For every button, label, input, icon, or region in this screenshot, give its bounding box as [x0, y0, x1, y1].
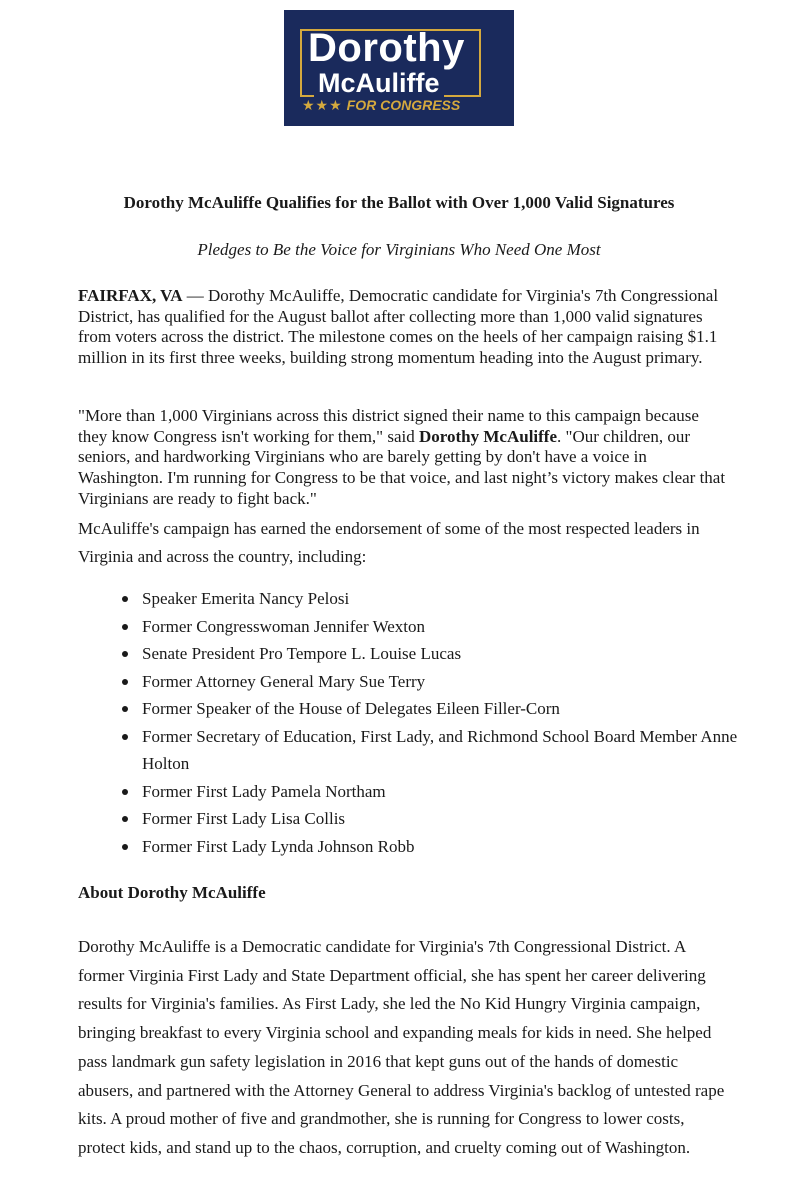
list-item: Former Speaker of the House of Delegates Eileen Filler-Corn: [120, 695, 740, 723]
list-item: Former First Lady Pamela Northam: [120, 778, 740, 806]
dateline: FAIRFAX, VA: [78, 286, 183, 305]
list-item: Former Congresswoman Jennifer Wexton: [120, 613, 740, 641]
quote-speaker: Dorothy McAuliffe: [419, 426, 558, 446]
endorsement-intro: McAuliffe's campaign has earned the endorsement of some of the most respected leaders in Virginia and across the country, including:: [78, 519, 700, 566]
list-item: Senate President Pro Tempore L. Louise Lucas: [120, 640, 740, 668]
logo-tagline: [298, 98, 464, 112]
logo-frame-right: [479, 29, 481, 97]
logo-tagline-text: FOR CONGRESS: [346, 97, 461, 113]
about-heading: About Dorothy McAuliffe: [78, 883, 266, 902]
campaign-logo: [284, 10, 514, 126]
quote-part-2: . "Our children, our seniors, and hardworking Virginians who are barely getting by don't have a voice in Washington. I'm running for Congress to be that voice, and last night’s victory makes clear that Virginians are ready to fight back.": [78, 426, 726, 508]
endorsement-list: [120, 585, 740, 860]
about-paragraph: Dorothy McAuliffe is a Democratic candidate for Virginia's 7th Congressional District. A former Virginia First Lady and State Department official, she has spent her career delivering results for Virginia's families. As First Lady, she led the No Kid Hungry Virginia campaign, bringing breakfast to every Virginia school and expanding meals for kids in need. She helped pass landmark gun safety legislation in 2016 that kept guns out of the hands of domestic abusers, and partnered with the Attorney General to address Virginia's backlog of untested rape kits. A proud mother of five and grandmother, she is running for Congress to lower costs, protect kids, and stand up to the chaos, corruption, and cruelty coming out of Washington.: [78, 937, 725, 1157]
press-release-headline: Dorothy McAuliffe Qualifies for the Ballot with Over 1,000 Valid Signatures: [123, 193, 675, 212]
list-item: Former First Lady Lynda Johnson Robb: [120, 833, 740, 861]
star-icons: ★★★: [302, 97, 343, 113]
press-release-subheadline: Pledges to Be the Voice for Virginians Who Need One Most: [197, 240, 601, 259]
list-item: Former Attorney General Mary Sue Terry: [120, 668, 740, 696]
quote-part-1: "More than 1,000 Virginians across this district signed their name to this campaign because they know Congress isn't working for them," said: [78, 406, 699, 446]
list-item: Former Secretary of Education, First Lady, and Richmond School Board Member Anne Holton: [120, 723, 740, 778]
opening-paragraph-text: — Dorothy McAuliffe, Democratic candidate for Virginia's 7th Congressional District, has qualified for the August ballot after collecting more than 1,000 valid signatures from voters across the district. The milestone comes on the heels of her campaign raising $1.1 million in its first three weeks, building strong momentum heading into the August primary.: [78, 286, 719, 368]
list-item: Former First Lady Lisa Collis: [120, 805, 740, 833]
logo-first-name: Dorothy: [308, 26, 465, 70]
list-item: Speaker Emerita Nancy Pelosi: [120, 585, 740, 613]
logo-last-name: McAuliffe: [314, 70, 444, 97]
opening-paragraph: [78, 286, 728, 369]
quote-paragraph: [78, 406, 728, 510]
